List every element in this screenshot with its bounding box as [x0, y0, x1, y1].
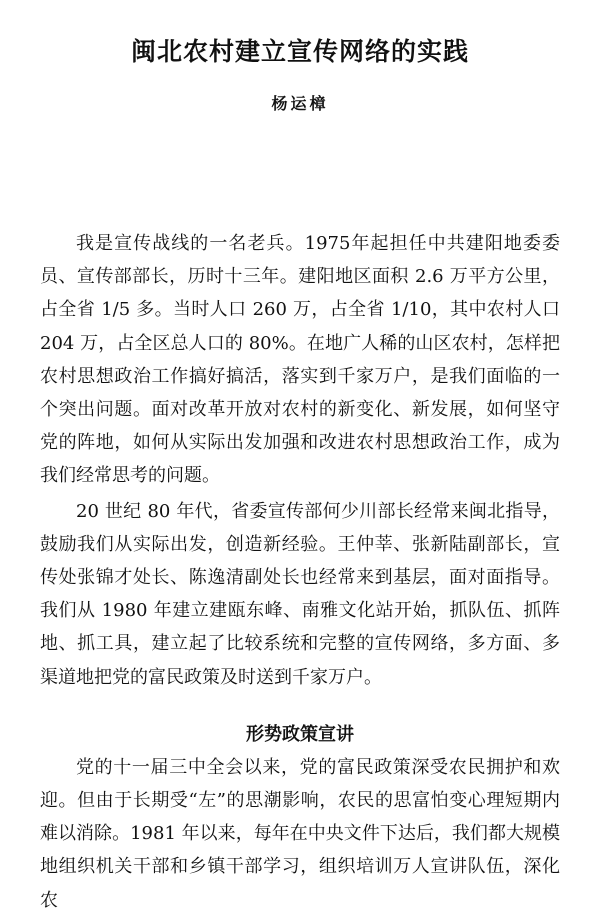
paragraph-second: 20 世纪 80 年代，省委宣传部何少川部长经常来闽北指导，鼓励我们从实际出发，创造新经验。王仲莘、张新陆副部长，宣传处张锦才处长、陈逸清副处长也经常来到基层，面对面指导。我们从 1980 年建立建瓯东峰、南雅文化站开始，抓队伍、抓阵地、抓工具，建立起了比较系统和完整的宣传网络，多方面、多渠道地把党的富民政策及时送到千家万户。: [40, 500, 560, 688]
author-name: 杨运樟: [271, 94, 329, 113]
section-heading: 形势政策宣讲: [246, 723, 354, 745]
section-paragraph: 党的十一届三中全会以来，党的富民政策深受农民拥护和欢迎。但由于长期受“左”的思潮影响，农民的思富怕变心理短期内难以消除。1981 年以来，每年在中央文件下达后，我们都大规模地组织机关干部和乡镇干部学习，组织培训万人宣讲队伍，深化农: [40, 756, 560, 911]
paragraph-intro: 我是宣传战线的一名老兵。1975年起担任中共建阳地委委员、宣传部部长，历时十三年。建阳地区面积 2.6 万平方公里，占全省 1/5 多。当时人口 260 万，占全省 1/10，其中农村人口 204 万，占全区总人口的 80%。在地广人稀的山区农村，怎样把农村思想政治工作搞好搞活，落实到千家万户，是我们面临的一个突出问题。面对改革开放对农村的新变化、新发展，如何坚守党的阵地，如何从实际出发加强和改进农村思想政治工作，成为我们经常思考的问题。: [40, 233, 560, 487]
article-title: 闽北农村建立宣传网络的实践: [130, 37, 469, 66]
article-body: [40, 227, 560, 917]
